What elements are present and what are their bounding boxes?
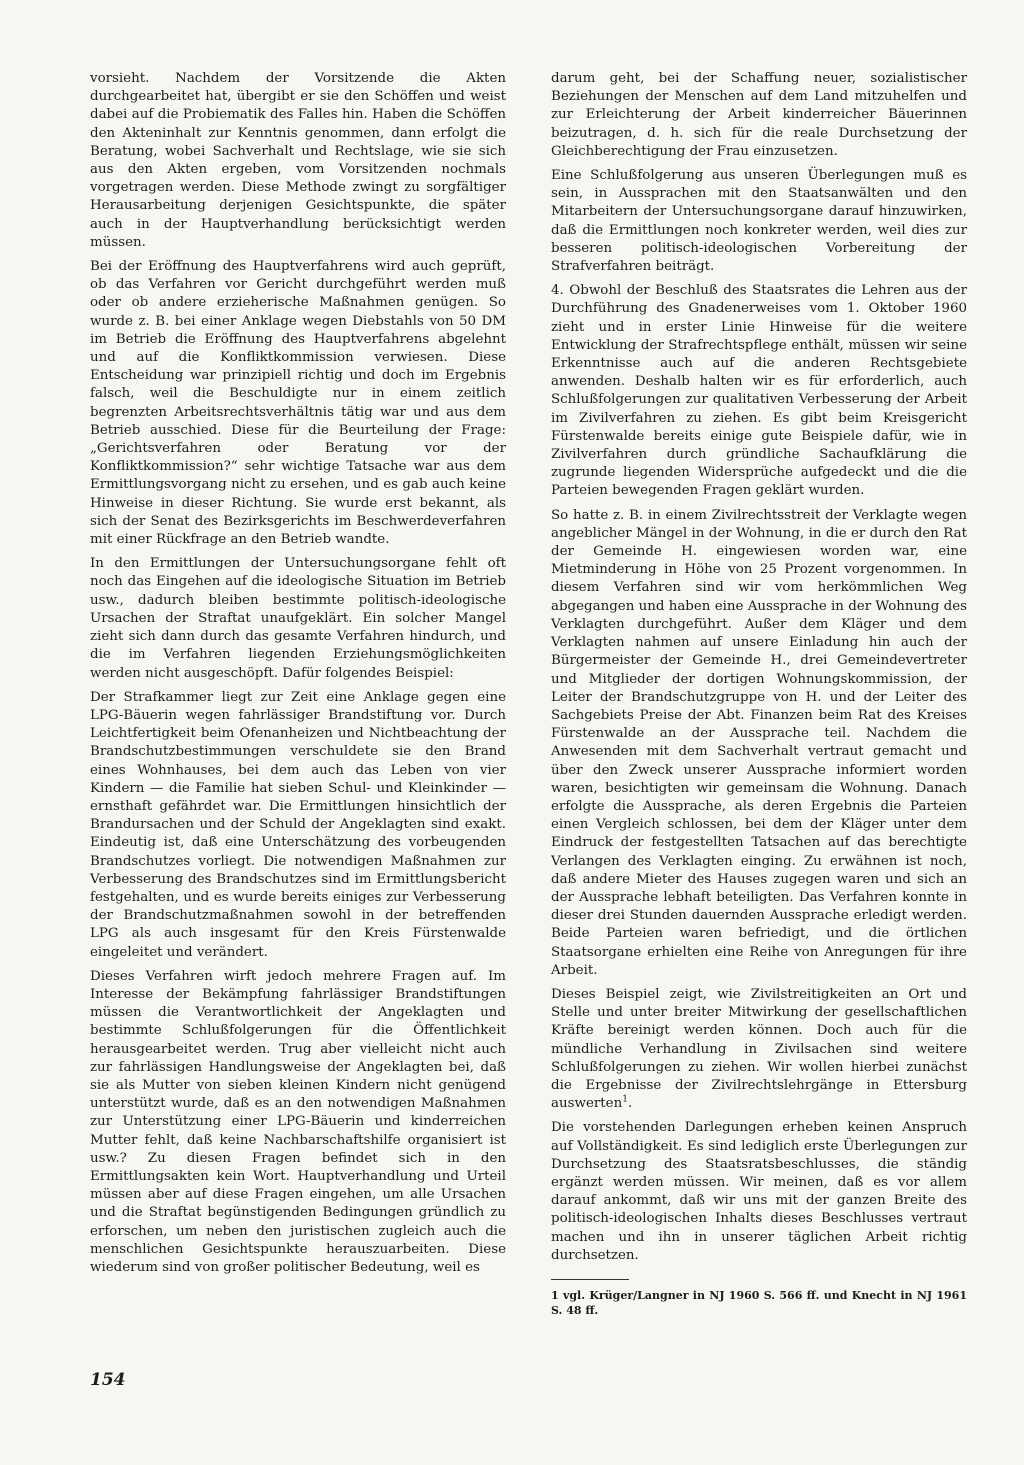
page-number: 154 xyxy=(90,1370,126,1390)
footnote-marker: 1 xyxy=(622,1094,628,1105)
paragraph: Eine Schlußfolgerung aus unseren Überlegungen muß es sein, in Aussprachen mit den Staatsanwälten und den Mitarbeitern der Untersuchungsorgane darauf hinzuwirken, daß die Ermittlungen noch konkreter werden, weil dies zur besseren politisch-ideologischen Vorbereitung der Strafverfahren beiträgt. xyxy=(551,168,967,275)
footnote-divider xyxy=(551,1279,629,1280)
paragraph: Bei der Eröffnung des Hauptverfahrens wird auch geprüft, ob das Verfahren vor Gericht durchgeführt werden muß oder ob andere erzieherische Maßnahmen genügen. So wurde z. B. bei einer Anklage wegen Diebstahls von 50 DM im Betrieb die Eröffnung des Hauptverfahrens abgelehnt und auf die Konfliktkommission verwiesen. Diese Entscheidung war prinzipiell richtig und doch im Ergebnis falsch, weil die Beschuldigte nur in einem zeitlich begrenzten Arbeitsrechtsverhältnis tätig war und aus dem Betrieb ausschied. Diese für die Beurteilung der Frage: „Gerichtsverfahren oder Beratung vor der Konfliktkommission?“ sehr wichtige Tatsache war aus dem Ermittlungsvorgang nicht zu ersehen, und es gab auch keine Hinweise in dieser Richtung. Sie wurde erst bekannt, als sich der Senat des Bezirksgerichts im Beschwerdeverfahren mit einer Rückfrage an den Betrieb wandte. xyxy=(90,259,506,548)
paragraph: So hatte z. B. in einem Zivilrechtsstreit der Verklagte wegen angeblicher Mängel in der Wohnung, in die er durch den Rat der Gemeinde H. eingewiesen worden war, eine Mietminderung in Höhe von 25 Prozent vorgenommen. In diesem Verfahren sind wir vom herkömmlichen Weg abgegangen und haben eine Aussprache in der Wohnung des Verklagten durchgeführt. Außer dem Kläger und dem Verklagten nahmen auf unsere Einladung hin auch der Bürgermeister der Gemeinde H., drei Gemeindevertreter und Mitglieder der dortigen Wohnungskommission, der Leiter der Brandschutzgruppe von H. und der Leiter des Sachgebiets Preise der Abt. Finanzen beim Rat des Kreises Fürstenwalde an der Aussprache teil. Nachdem die Anwesenden mit dem Sachverhalt vertraut gemacht und über den Zweck unserer Aussprache informiert worden waren, besichtigten wir gemeinsam die Wohnung. Danach erfolgte die Aussprache, als deren Ergebnis die Parteien einen Vergleich schlossen, bei dem der Kläger unter dem Eindruck der festgestellten Tatsachen auf das berechtigte Verlangen des Verklagten einging. Zu erwähnen ist noch, daß andere Mieter des Hauses zugegen waren und sich an der Aussprache lebhaft beteiligten. Das Verfahren konnte in dieser drei Stunden dauernden Aussprache erledigt werden. Beide Parteien waren befriedigt, und die örtlichen Staatsorgane erhielten eine Reihe von Anregungen für ihre Arbeit. xyxy=(551,507,967,978)
paragraph: In den Ermittlungen der Untersuchungsorgane fehlt oft noch das Eingehen auf die ideologische Situation im Betrieb usw., dadurch bleiben bestimmte politisch-ideologische Ursachen der Straftat unaufgeklärt. Ein solcher Mangel zieht sich dann durch das gesamte Verfahren hindurch, und die im Verfahren liegenden Erziehungsmöglichkeiten werden nicht ausgeschöpft. Dafür folgendes Beispiel: xyxy=(90,556,506,681)
left-column xyxy=(90,70,506,1283)
paragraph: Dieses Verfahren wirft jedoch mehrere Fragen auf. Im Interesse der Bekämpfung fahrlässiger Brandstiftungen müssen die Verantwortlichkeit der Angeklagten und bestimmte Schlußfolgerungen für die Öffentlichkeit herausgearbeitet werden. Trug aber vielleicht nicht auch zur fahrlässigen Handlungsweise der Angeklagten bei, daß sie als Mutter von sieben kleinen Kindern nicht genügend unterstützt wurde, daß es an den notwendigen Maßnahmen zur Unterstützung einer LPG-Bäuerin und kinderreichen Mutter fehlt, daß keine Nachbarschaftshilfe organisiert ist usw.? Zu diesen Fragen befindet sich in den Ermittlungsakten kein Wort. Hauptverhandlung und Urteil müssen aber auf diese Fragen eingehen, um alle Ursachen und die Straftat begünstigenden Bedingungen gründlich zu erforschen, um neben den juristischen zugleich auch die menschlichen Gesichtspunkte herauszuarbeiten. Diese wiederum sind von großer politischer Bedeutung, weil es xyxy=(90,968,506,1275)
paragraph: Der Strafkammer liegt zur Zeit eine Anklage gegen eine LPG-Bäuerin wegen fahrlässiger Brandstiftung vor. Durch Leichtfertigkeit beim Ofenanheizen und Nichtbeachtung der Brandschutzbestimmungen verschuldete sie den Brand eines Wohnhauses, bei dem auch das Leben von vier Kindern — die Familie hat sieben Schul- und Kleinkinder — ernsthaft gefährdet war. Die Ermittlungen hinsichtlich der Brandursachen und der Schuld der Angeklagten sind exakt. Eindeutig ist, daß eine Unterschätzung des vorbeugenden Brandschutzes vorliegt. Die notwendigen Maßnahmen zur Verbesserung des Brandschutzes sind im Ermittlungsbericht festgehalten, und es wurde bereits einiges zur Verbesserung der Brandschutzmaßnahmen sowohl in der betreffenden LPG als auch insgesamt für den Kreis Fürstenwalde eingeleitet und verändert. xyxy=(90,689,506,960)
paragraph: Die vorstehenden Darlegungen erheben keinen Anspruch auf Vollständigkeit. Es sind lediglich erste Überlegungen zur Durchsetzung des Staatsratsbeschlusses, die ständig ergänzt werden müssen. Wir meinen, daß es vor allem darauf ankommt, daß wir uns mit der ganzen Breite des politisch-ideologischen Inhalts dieses Beschlusses vertraut machen und ihn in unserer täglichen Arbeit richtig durchsetzen. xyxy=(551,1120,967,1263)
paragraph: darum geht, bei der Schaffung neuer, sozialistischer Beziehungen der Menschen auf dem Land mitzuhelfen und zur Erleichterung der Arbeit kinderreicher Bäuerinnen beizutragen, d. h. sich für die reale Durchsetzung der Gleichberechtigung der Frau einzusetzen. xyxy=(551,71,967,159)
paragraph: 4. Obwohl der Beschluß des Staatsrates die Lehren aus der Durchführung des Gnadenerweises vom 1. Oktober 1960 zieht und in erster Linie Hinweise für die weitere Entwicklung der Strafrechtspflege enthält, müssen wir seine Erkenntnisse auch auf die anderen Rechtsgebiete anwenden. Deshalb halten wir es für erforderlich, auch Schlußfolgerungen zur qualitativen Verbesserung der Arbeit im Zivilverfahren zu ziehen. Es gibt beim Kreisgericht Fürstenwalde bereits einige gute Beispiele dafür, wie in Zivilverfahren durch gründliche Sachaufklärung die zugrunde liegenden Widersprüche aufgedeckt und die die Parteien bewegenden Fragen geklärt wurden. xyxy=(551,283,967,499)
paragraph: vorsieht. Nachdem der Vorsitzende die Akten durchgearbeitet hat, übergibt er sie den Schöffen und weist dabei auf die Probiematik des Falles hin. Haben die Schöffen den Akteninhalt zur Kenntnis genommen, dann erfolgt die Beratung, wobei Sachverhalt und Rechtslage, wie sie sich aus den Akten ergeben, vom Vorsitzenden nochmals vorgetragen werden. Diese Methode zwingt zu sorgfältiger Herausarbeitung derjenigen Gesichtspunkte, die später auch in der Hauptverhandlung berücksichtigt werden müssen. xyxy=(90,71,506,250)
right-column xyxy=(551,70,967,1324)
paragraph-text: Dieses Beispiel zeigt, wie Zivilstreitigkeiten an Ort und Stelle und unter breiter Mitwirkung der gesellschaftlichen Kräfte bereinigt werden können. Doch auch für die mündliche Verhandlung in Zivilsachen sind weitere Schlußfolgerungen zu ziehen. Wir wollen hierbei zunächst die Ergebnisse der Zivilrechtslehrgänge in Ettersburg auswerten xyxy=(551,986,967,1112)
paragraph: Dieses Beispiel zeigt, wie Zivilstreitigkeiten an Ort und Stelle und unter breiter Mitwirkung der gesellschaftlichen Kräfte bereinigt werden können. Doch auch für die mündliche Verhandlung in Zivilsachen sind weitere Schlußfolgerungen zu ziehen. Wir wollen hierbei zunächst die Ergebnisse der Zivilrechtslehrgänge in Ettersburg auswerten$^1$. xyxy=(551,986,967,1112)
footnote: 1 vgl. Krüger/Langner in NJ 1960 S. 566 ff. und Knecht in NJ 1961 S. 48 ff. xyxy=(551,1289,967,1317)
